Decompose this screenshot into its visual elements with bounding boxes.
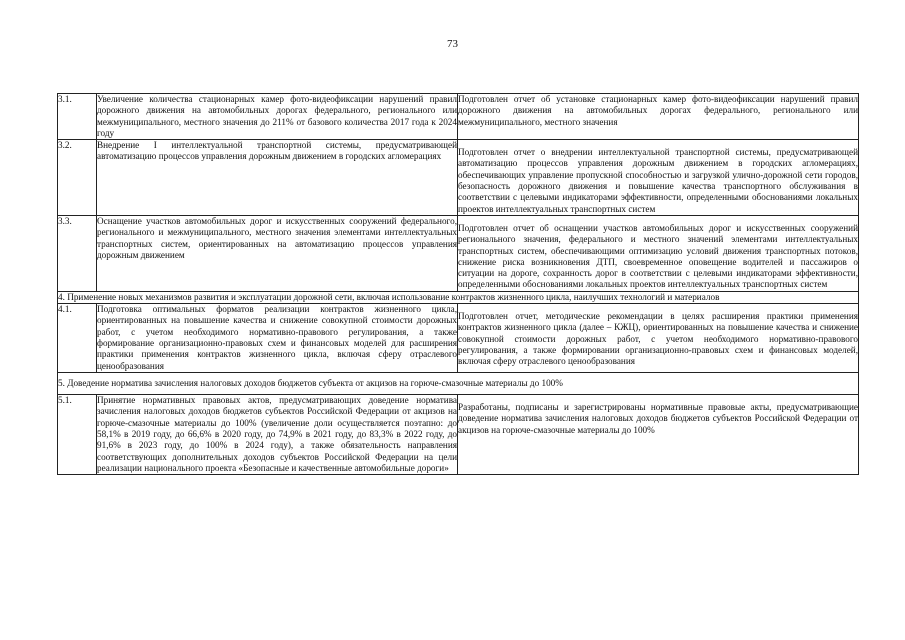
table-row-3-3 — [58, 215, 859, 291]
result-cell: Подготовлен отчет об установке стационарных камер фото-видеофиксации нарушений правил дорожного движения на автомобильных дорогах федерального, регионального или межмуниципального, местного значения — [458, 94, 859, 140]
section-heading: 4. Применение новых механизмов развития и эксплуатации дорожной сети, включая использование контрактов жизненного цикла, наилучших технологий и материалов — [58, 291, 859, 303]
table-row-4-1 — [58, 304, 859, 373]
result-cell: Подготовлен отчет об оснащении участков автомобильных дорог и искусственных сооружений регионального значения, федерального и местного значений элементами интеллектуальных транспортных систем, обеспечивающими оптимизацию условий движения транспортных потоков, снижение риска возникновения ДТП, своевременное оповещение водителей и пассажиров о ситуации на дороге, сохранность дорог в соответствии с целевыми индикаторами эффективности, определенными обоснованиями локальных проектов интеллектуальных транспортных систем — [458, 215, 859, 291]
measures-table — [57, 93, 859, 475]
measure-cell: Увеличение количества стационарных камер фото-видеофиксации нарушений правил дорожного движения на автомобильных дорогах федерального, регионального или межмуниципального, местного значения до 211% от базового количества 2017 года к 2024 году — [97, 94, 457, 138]
row-number: 3.1. — [58, 94, 97, 140]
result-cell: Подготовлен отчет о внедрении интеллектуальной транспортной системы, предусматривающей автоматизацию процессов управления дорожным движением в городских агломерациях, обеспечивающих управление пропускной способностью и загрузкой улично-дорожной сети городов, безопасность дорожного движения и повышение качества транспортного обслуживания в соответствии с целевыми индикаторами эффективности, определенными обоснованиями локальных проектов интеллектуальных транспортных систем — [458, 140, 859, 216]
row-number: 4.1. — [58, 304, 97, 373]
row-number: 5.1. — [58, 395, 97, 475]
table-row-5-1 — [58, 395, 859, 475]
row-number: 3.2. — [58, 140, 97, 216]
section-heading: 5. Доведение норматива зачисления налоговых доходов бюджетов субъекта от акцизов на горюче-смазочные материалы до 100% — [58, 372, 859, 394]
page-number: 73 — [447, 38, 458, 50]
table-row-3-1 — [58, 94, 859, 140]
result-cell: Разработаны, подписаны и зарегистрированы нормативные правовые акты, предусматривающие доведение норматива зачисления налоговых доходов бюджетов субъектов Российской Федерации от акцизов на горюче-смазочные материалы до 100% — [458, 395, 859, 475]
table-row-3-2 — [58, 140, 859, 216]
measure-cell: Принятие нормативных правовых актов, предусматривающих доведение норматива зачисления налоговых доходов бюджетов субъектов Российской Федерации от акцизов на горюче-смазочные материалы до 100% (увеличение доли осуществляется поэтапно: до 58,1% в 2019 году, до 66,6% в 2020 году, до 74,9% в 2021 году, до 83,3% в 2022 году, до 91,6% в 2023 году, до 100% в 2024 году), а также обязательность направления соответствующих дополнительных доходов субъектов Российской Федерации на цели реализации национального проекта «Безопасные и качественные автомобильные дороги» — [97, 395, 457, 473]
section-row-5 — [58, 372, 859, 394]
section-row-4 — [58, 291, 859, 303]
measure-cell: Оснащение участков автомобильных дорог и искусственных сооружений федерального, регионального и межмуниципального, местного значения элементами интеллектуальных транспортных систем, ориентированных на автоматизацию процессов управления дорожным движением — [97, 215, 458, 291]
measure-cell: Внедрение I интеллектуальной транспортной системы, предусматривающей автоматизацию процессов управления дорожным движением в городских агломерациях — [97, 140, 458, 216]
result-cell: Подготовлен отчет, методические рекомендации в целях расширения практики применения контрактов жизненного цикла (далее – КЖЦ), ориентированных на повышение качества и снижение совокупной стоимости дорожных работ, с учетом необходимого нормативно-правового регулирования, а также формировании организационно-правовых схем и финансовых моделей, включая сферу отраслевого ценообразования — [458, 304, 859, 373]
measure-cell: Подготовка оптимальных форматов реализации контрактов жизненного цикла, ориентированных на повышение качества и снижение совокупной стоимости дорожных работ, с учетом необходимого нормативно-правового регулирования, а также формирование организационно-правовых схем и финансовых моделей для расширения практики применения контрактов жизненного цикла, включая сферу отраслевого ценообразования — [97, 304, 457, 371]
row-number: 3.3. — [58, 215, 97, 291]
